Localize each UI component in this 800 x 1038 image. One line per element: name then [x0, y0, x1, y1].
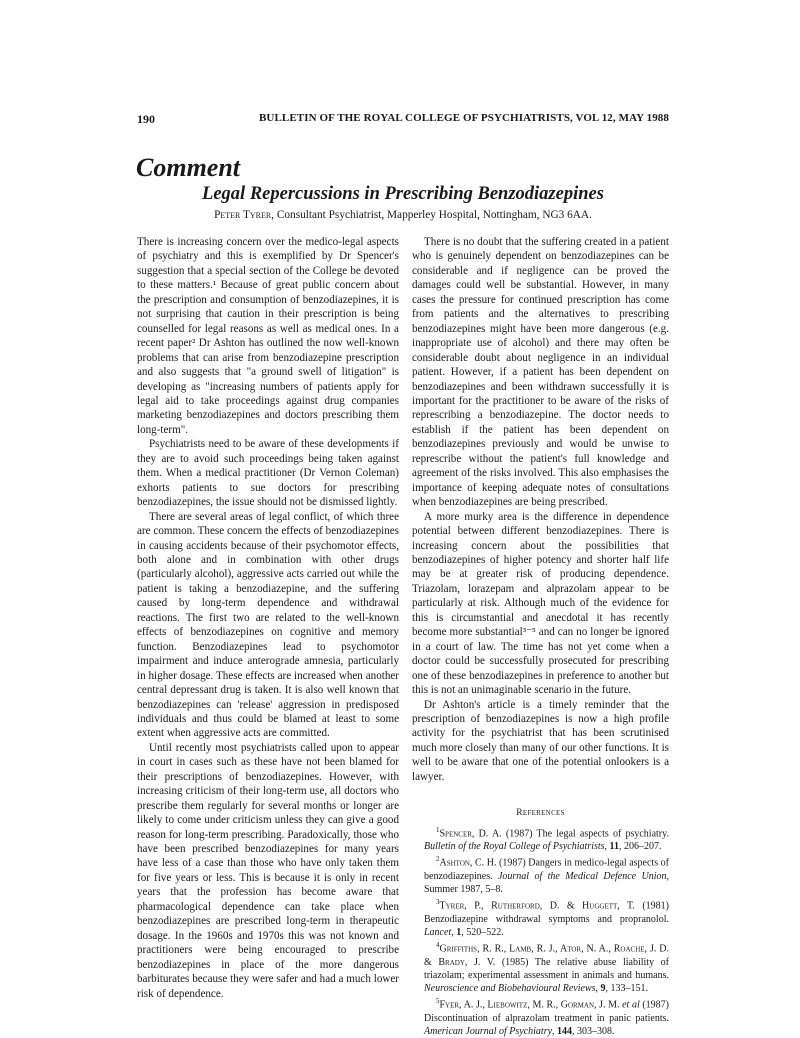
reference-item [412, 995, 669, 1038]
ref-journal: Journal of the Medical Defence Union [497, 870, 667, 882]
ref-number: 3 [436, 898, 440, 907]
section-heading: Comment [136, 153, 241, 182]
running-head: BULLETIN OF THE ROYAL COLLEGE OF PSYCHIATRISTS, VOL 12, MAY 1988 [258, 112, 669, 124]
ref-text: (1981) Benzodiazepine withdrawal symptoms and propranolol. [424, 900, 669, 925]
ref-text: (1985) The relative abuse liability of triazolam; experimental assessment in animals and humans. [424, 956, 669, 982]
reference-item [412, 896, 669, 939]
ref-authors: Ashton, C. H. [439, 857, 497, 869]
body-paragraph: Until recently most psychiatrists called upon to appear in court in cases such as these have not been blamed for their prescriptions of benzodiazepines. However, with increasing criticism of their long-term use, all doctors who prescribe them regularly for several months or longer are likely to come under criticism unless they can give a good reason for long-term prescribing. Paradoxically, those who have been prescribed benzodiazepines for many years have less of a case than those who have only taken them for five years or less. This is because it is only in recent years that the profession has become aware that pharmacological dependence can take place when benzodiazepines are prescribed long-term in therapeutic dosage. In the 1960s and 1970s this was not known and practitioners were being encouraged to prescribe benzodiazepines in place of the more dangerous barbiturates because they were safer and had a much lower risk of dependence. [137, 741, 399, 1000]
reference-item [412, 824, 669, 854]
ref-number: 1 [436, 825, 440, 834]
ref-number: 4 [436, 941, 440, 950]
references-heading: References [516, 808, 565, 819]
ref-journal: Bulletin of the Royal College of Psychiatrists [424, 841, 605, 853]
ref-pages: , Summer 1987, 5–8. [424, 870, 669, 896]
body-paragraph: There is increasing concern over the medico-legal aspects of psychiatry and this is exemplified by Dr Spencer's suggestion that a special section of the College be devoted to these matters.¹ Because of great public concern about the prescription and consumption of benzodiazepines, it is not surprising that caution in their prescription is being counselled for legal reasons as well as medical ones. In a recent paper² Dr Ashton has outlined the now well-known problems that can arise from benzodiazepine prescription and also suggests that "a ground swell of litigation" is developing as "increasing numbers of patients apply for legal aid to take proceedings against drug companies marketing benzodiazepines and doctors prescribing them long-term". [137, 236, 399, 436]
reference-item [412, 939, 669, 995]
ref-authors: Tyrer, P., Rutherford, D. & Huggett, T. [439, 900, 635, 912]
body-paragraph: There is no doubt that the suffering created in a patient who is genuinely dependent on benzodiazepines can be considerable and if negligence can be proved the damages could well be substantial. However, in many cases the pressure for continued prescription has come from patients and the alternatives to prescribing benzodiazepines might have been more dangerous (e.g. inappropriate use of alcohol) and there may often be considerable doubt about negligence in an individual patient. However, if a patient has been dependent on benzodiazepines and been withdrawn successfully it is important for the practitioner to be aware of the risks of represcribing a benzodiazepine. The doctor needs to establish if the patient has been dependent on benzodiazepines previously and would be unwise to represcribe without the patient's full knowledge and agreement of the risks involved. This also emphasises the importance of keeping adequate notes of consultations when benzodiazepines are being prescribed. [412, 236, 669, 509]
ref-pages: , 303–308. [572, 1026, 615, 1038]
references-list [412, 824, 669, 1038]
body-paragraph: A more murky area is the difference in dependence potential between different benzodiazepines. There is increasing concern about the possibilities that benzodiazepines of higher potency and shorter half life may be at greater risk of producing dependence. Triazolam, lorazepam and alprazolam appear to be particularly at risk. Although much of the evidence for this is circumstantial and anecdotal it has recently become more substantial³⁻⁵ and can no longer be ignored in a court of law. The time has not yet come when a doctor could be successfully prosecuted for prescribing one of these benzodiazepines in preference to another but this is not an unimaginable scenario in the future. [412, 510, 669, 697]
author-affiliation: , Consultant Psychiatrist, Mapperley Hospital, Nottingham, NG3 6AA. [271, 209, 592, 221]
ref-text: (1987) Dangers in medico-legal aspects of benzodiazepines. [424, 857, 669, 882]
ref-number: 5 [436, 997, 440, 1006]
body-paragraph: Dr Ashton's article is a timely reminder that the prescription of benzodiazepines is now a high profile activity for the psychiatrist that has been scrutinised much more closely than many of our other functions. It is well to be aware that one of the potential onlookers is a lawyer. [412, 698, 669, 783]
ref-text: (1987) The legal aspects of psychiatry. [501, 828, 669, 839]
ref-pages: , 206–207. [618, 841, 662, 853]
body-paragraph: Psychiatrists need to be aware of these developments if they are to avoid such proceedings being taken against them. When a medical practitioner (Dr Vernon Coleman) exhorts patients to sue doctors for prescribing benzodiazepines, the issue should not be dismissed lightly. [137, 438, 399, 509]
ref-pages: , 133–151. [605, 983, 649, 995]
ref-et-al: et al [619, 999, 640, 1011]
ref-journal: Neuroscience and Biobehavioural Reviews [424, 983, 596, 995]
ref-journal: Lancet [424, 927, 452, 939]
ref-pages: , 520–522. [461, 927, 504, 939]
ref-authors: Griffiths, R. R., Lamb, R. J., Ator, N. A., Roache, J. D. & Brady, J. V. [424, 943, 669, 968]
ref-volume: 144 [557, 1026, 573, 1038]
ref-sep: , [595, 983, 601, 995]
reference-item [412, 853, 669, 896]
ref-number: 2 [436, 855, 440, 864]
byline [0, 209, 800, 221]
author-name: Peter Tyrer [214, 209, 272, 221]
ref-journal: American Journal of Psychiatry [424, 1026, 553, 1038]
ref-sep: , [451, 927, 457, 939]
left-column [137, 235, 399, 1001]
ref-sep: , [552, 1026, 558, 1038]
right-column [412, 235, 669, 1038]
page-number: 190 [137, 112, 155, 126]
ref-text: (1987) Discontinuation of alprazolam treatment in panic patients. [424, 999, 669, 1024]
body-paragraph: There are several areas of legal conflict, of which three are common. These concern the effects of benzodiazepines in causing accidents because of their psychomotor effects, both alone and in combination with other drugs (particularly alcohol), aggressive acts carried out while the patient is taking a benzodiazepine, and the suffering caused by long-term dependence and withdrawal reactions. The first two are related to the well-known effects of benzodiazepines on cognitive and memory function. Benzodiazepines lead to psychomotor impairment and induce anterograde amnesia, particularly in higher dosage. These effects are increased when another central depressant drug is taken. It is also well known that benzodiazepines can 'release' aggression in predisposed individuals and thus could be blamed at least to some extent when aggressive acts are committed. [137, 510, 399, 740]
ref-sep: , [604, 841, 610, 853]
ref-volume: 1 [456, 927, 462, 939]
ref-authors: Fyer, A. J., Liebowitz, M. R., Gorman, J. M. [439, 999, 620, 1011]
ref-volume: 11 [609, 841, 619, 853]
ref-authors: Spencer, D. A. [439, 828, 502, 839]
ref-volume: 9 [600, 983, 606, 995]
article-title: Legal Repercussions in Prescribing Benzodiazepines [202, 184, 604, 204]
